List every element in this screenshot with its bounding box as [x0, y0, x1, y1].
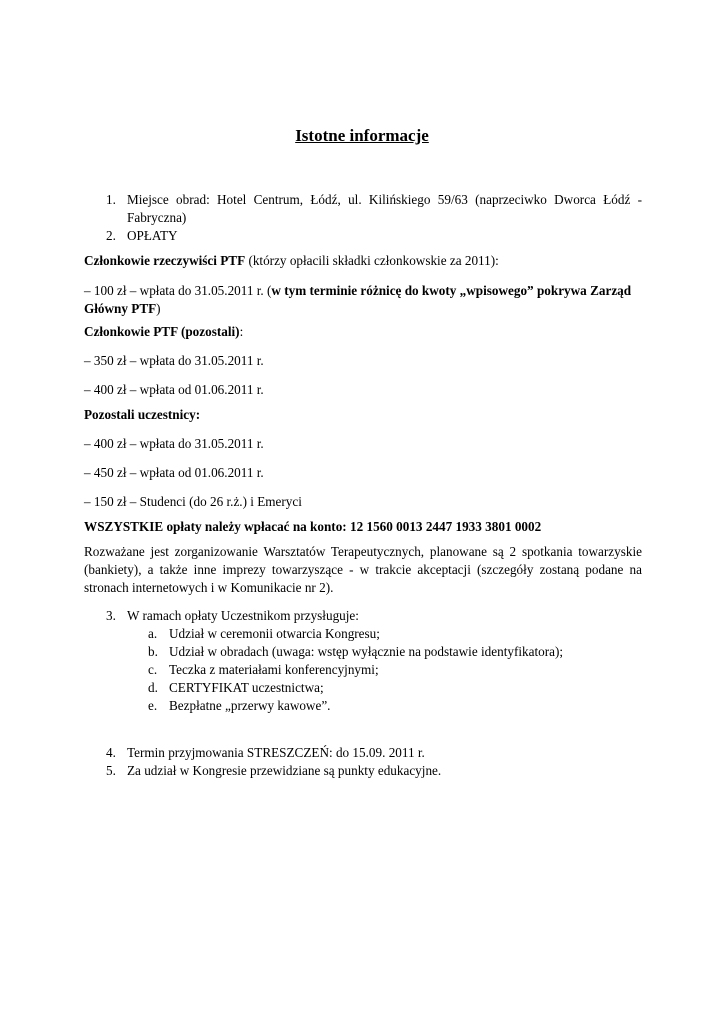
education-points: Za udział w Kongresie przewidziane są punkty edukacyjne.	[127, 763, 442, 778]
real-members-fee-line-1	[84, 282, 631, 300]
others-heading: Pozostali uczestnicy:	[84, 407, 201, 422]
other-members-colon: :	[239, 324, 244, 339]
other-fee-1: – 350 zł – wpłata do 31.05.2011 r.	[84, 353, 264, 368]
page-title: Istotne informacje	[295, 126, 429, 145]
venue-line-1: Miejsce obrad: Hotel Centrum, Łódź, ul. Kilińskiego 59/63 (naprzeciwko Dworca Łódź -	[127, 192, 642, 207]
fees-heading: OPŁATY	[127, 228, 178, 243]
paragraph-line-2: (bankiety), a także inne imprezy towarzyszące - w trakcie akceptacji (szczegóły zostaną podane na	[84, 562, 642, 577]
bank-account-line: WSZYSTKIE opłaty należy wpłacać na konto: 12 1560 0013 2447 1933 3801 0002	[84, 519, 542, 534]
list-item-number: 4.	[106, 745, 116, 760]
sub-item-text: Udział w obradach (uwaga: wstęp wyłącznie na podstawie identyfikatora);	[169, 644, 564, 659]
list-item-number: 5.	[106, 763, 116, 778]
real-fee-note-end: Główny PTF	[84, 301, 157, 316]
benefits-heading: W ramach opłaty Uczestnikom przysługuje:	[127, 608, 359, 623]
real-members-line	[84, 252, 499, 270]
other-members-heading: Członkowie PTF (pozostali)	[84, 324, 240, 339]
list-item-number: 3.	[106, 608, 116, 623]
venue-line-2: Fabryczna)	[127, 210, 187, 225]
other-members-line	[84, 323, 243, 341]
sub-item-text: Teczka z materiałami konferencyjnymi;	[169, 662, 379, 677]
sub-item-text: CERTYFIKAT uczestnictwa;	[169, 680, 324, 695]
sub-item-text: Bezpłatne „przerwy kawowe”.	[169, 698, 331, 713]
list-item-number: 2.	[106, 228, 116, 243]
real-fee-note: w tym terminie różnicę do kwoty „wpisowego” pokrywa Zarząd	[271, 283, 632, 298]
sub-item-letter: a.	[148, 626, 158, 641]
others-fee-2: – 450 zł – wpłata od 01.06.2011 r.	[84, 465, 264, 480]
sub-item-letter: c.	[148, 662, 158, 677]
other-fee-2: – 400 zł – wpłata od 01.06.2011 r.	[84, 382, 264, 397]
real-members-note: (którzy opłacili składki członkowskie za 2011):	[245, 253, 499, 268]
list-item-number: 1.	[106, 192, 116, 207]
paragraph-line-1: Rozważane jest zorganizowanie Warsztatów Terapeutycznych, planowane są 2 spotkania towarzyskie	[84, 544, 642, 559]
real-fee-text: – 100 zł – wpłata do 31.05.2011 r. (	[84, 283, 272, 298]
real-members-fee-line-2	[84, 300, 161, 318]
paragraph-line-3: stronach internetowych i w Komunikacie nr 2).	[84, 580, 334, 595]
others-fee-1: – 400 zł – wpłata do 31.05.2011 r.	[84, 436, 264, 451]
abstract-deadline: Termin przyjmowania STRESZCZEŃ: do 15.09. 2011 r.	[127, 745, 425, 760]
sub-item-letter: e.	[148, 698, 158, 713]
sub-item-text: Udział w ceremonii otwarcia Kongresu;	[169, 626, 380, 641]
real-members-heading: Członkowie rzeczywiści PTF	[84, 253, 246, 268]
sub-item-letter: b.	[148, 644, 158, 659]
sub-item-letter: d.	[148, 680, 158, 695]
others-fee-3: – 150 zł – Studenci (do 26 r.ż.) i Emeryci	[84, 494, 302, 509]
real-fee-close: )	[156, 301, 161, 316]
